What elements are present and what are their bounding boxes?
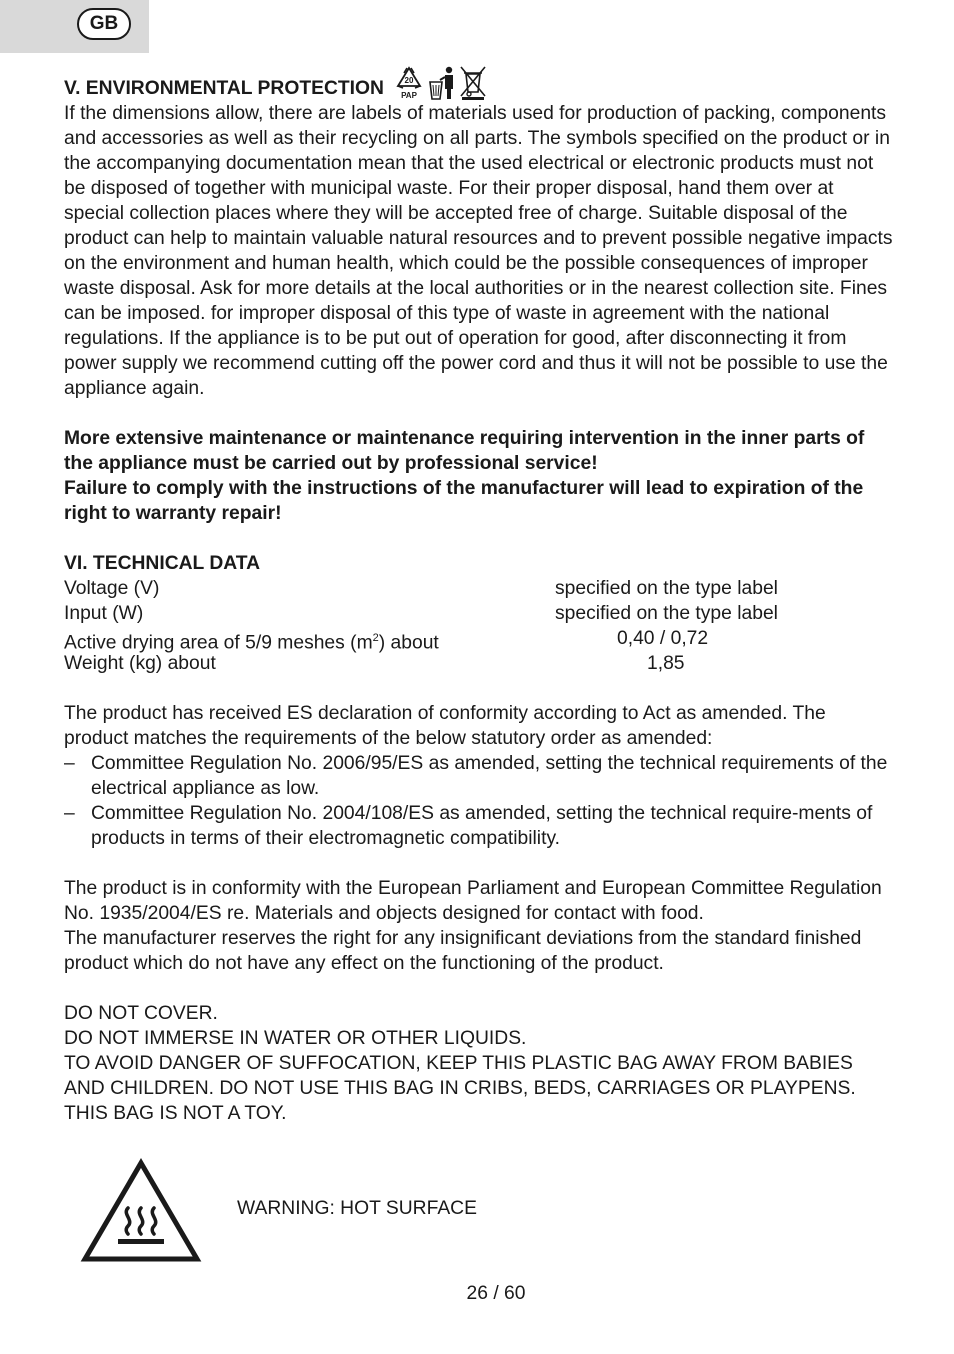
caution-cover: DO NOT COVER. (64, 1003, 218, 1024)
crossed-out-wheelie-bin-icon (458, 65, 488, 101)
environmental-paragraph: If the dimensions allow, there are labels of materials used for production of packing, components and accessories as well as their recycling on all parts. The symbols specified on the product or in the accompanying documentation mean that the used electrical or electronic products must not be disposed of together with municipal waste. For their proper disposal, hand them over at special collection places where they will be accepted free of charge. Suitable disposal of the product can help to maintain valuable natural resources and to prevent possible negative impacts on the environment and human health, which could be the possible consequences of improper waste disposal. Ask for more details at the local authorities or in the nearest collection site. Fines can be imposed. for improper disposal of this type of waste in agreement with the national regulations. If the appliance is to be put out of operation for good, after disconnecting it from power supply we recommend cutting off the power cord and thus it will not be possible to use the appliance again. (64, 103, 893, 399)
tech-row-voltage (64, 576, 894, 601)
recycle-pap-20-icon (394, 65, 424, 101)
list-item-text: Committee Regulation No. 2006/95/ES as amended, setting the technical requirements of the electrical appliance as low. (91, 753, 888, 799)
page-number: 26 / 60 (466, 1283, 526, 1304)
regulation-list (64, 751, 894, 851)
deviations-paragraph: The manufacturer reserves the right for any insignificant deviations from the standard finished product which do not have any effect on the functioning of the product. (64, 928, 862, 974)
list-dash: – (64, 803, 75, 824)
tech-row-weight (64, 651, 894, 676)
language-tab (0, 0, 149, 53)
hot-surface-warning (80, 1158, 780, 1268)
tech-label-pre: Active drying area of 5/9 meshes (m (64, 632, 373, 654)
tech-label-sup: 2 (372, 632, 379, 644)
disposal-icons (394, 65, 488, 101)
document-body (64, 76, 894, 1126)
caution-plastic-bag: TO AVOID DANGER OF SUFFOCATION, KEEP THIS PLASTIC BAG AWAY FROM BABIES AND CHILDREN. DO NOT USE THIS BAG IN CRIBS, BEDS, CARRIAGES OR PLAYPENS. THIS BAG IS NOT A TOY. (64, 1053, 856, 1124)
tech-label: Weight (kg) about (64, 653, 216, 674)
environmental-heading-text: V. ENVIRONMENTAL PROTECTION (64, 78, 384, 99)
list-item (64, 801, 894, 851)
warning-text: WARNING: HOT SURFACE (237, 1198, 477, 1219)
language-badge: GB (77, 8, 131, 40)
tech-row-drying-area (64, 626, 894, 654)
tech-label: Input (W) (64, 603, 144, 624)
caution-immerse: DO NOT IMMERSE IN WATER OR OTHER LIQUIDS. (64, 1028, 527, 1049)
hot-surface-warning-icon (80, 1158, 202, 1264)
maintenance-notice: More extensive maintenance or maintenance requiring intervention in the inner parts of the appliance must be carried out by professional service! (64, 428, 865, 474)
conformity-intro: The product has received ES declaration of conformity according to Act as amended. The product matches the requirements of the below statutory order as amended: (64, 703, 826, 749)
pap-number: 20 (404, 76, 414, 85)
tech-label: Voltage (V) (64, 578, 160, 599)
warranty-notice: Failure to comply with the instructions of the manufacturer will lead to expiration of the right to warranty repair! (64, 478, 864, 524)
tech-row-input (64, 601, 894, 626)
tech-value: 1,85 (647, 653, 685, 674)
food-contact-paragraph: The product is in conformity with the European Parliament and European Committee Regulation No. 1935/2004/ES re. Materials and objects designed for contact with food. (64, 878, 882, 924)
pap-label: PAP (401, 91, 417, 100)
list-item-text: Committee Regulation No. 2004/108/ES as amended, setting the technical require-ments of products in terms of their electromagnetic compatibility. (91, 803, 873, 849)
technical-heading: VI. TECHNICAL DATA (64, 553, 261, 574)
tech-label-post: ) about (378, 632, 439, 654)
list-item (64, 751, 894, 801)
litter-bin-person-icon (427, 65, 457, 101)
tech-value: specified on the type label (555, 578, 778, 599)
tech-value: specified on the type label (555, 603, 778, 624)
tech-label (64, 626, 555, 654)
list-dash: – (64, 753, 75, 774)
tech-value: 0,40 / 0,72 (617, 628, 709, 649)
environmental-heading (64, 76, 894, 101)
